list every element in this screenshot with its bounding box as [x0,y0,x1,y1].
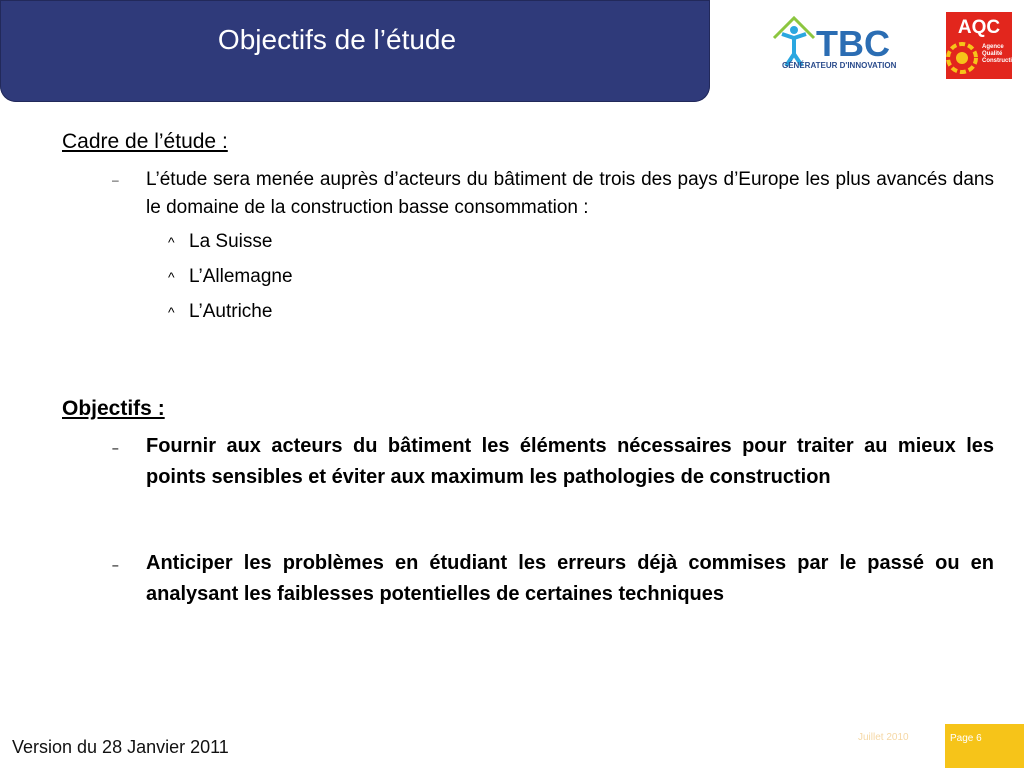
objectif-text: Anticiper les problèmes en étudiant les erreurs déjà commises par le passé ou en analysant les faiblesses potentielles de certaines techniques [146,552,994,605]
caret-bullet-icon: ^ [168,269,175,285]
tbc-logo-tagline: GÉNÉRATEUR D'INNOVATION [782,61,897,70]
objectif-text: Fournir aux acteurs du bâtiment les éléments nécessaires pour traiter au mieux les points sensibles et éviter aux maximum les pathologies de construction [146,435,994,488]
country-label: La Suisse [189,231,273,252]
country-label: L’Allemagne [189,266,293,287]
list-item [62,259,994,294]
cadre-text: L’étude sera menée auprès d’acteurs du bâtiment de trois des pays d’Europe les plus avancés dans le domaine de la construction basse consommation : [146,169,994,218]
aqc-logo [946,12,1020,79]
list-item [62,294,994,329]
country-list [62,224,994,329]
dash-bullet-icon: – [112,441,119,455]
caret-bullet-icon: ^ [168,234,175,250]
tbc-logo-name: TBC [816,23,890,64]
section-heading-cadre: Cadre de l’étude : [62,130,228,153]
page-number: Page 6 [950,733,982,744]
aqc-logo-tagline-1: Agence [982,44,1004,50]
caret-bullet-icon: ^ [168,304,175,320]
dash-bullet-icon: – [112,173,119,187]
slide-title: Objectifs de l’étude [217,24,457,55]
list-item [62,431,994,493]
slide-content [62,130,994,610]
country-label: L’Autriche [189,301,273,322]
title-banner [0,0,710,102]
page-number-box [945,724,1024,768]
section-heading-objectifs: Objectifs : [62,397,165,420]
tbc-logo [768,10,928,76]
aqc-logo-tagline-2: Qualité [982,51,1003,57]
dash-bullet-icon: – [112,558,119,572]
version-label: Version du 28 Janvier 2011 [12,737,229,757]
list-item [62,166,994,222]
list-item [62,224,994,259]
aqc-logo-name: AQC [957,17,1001,38]
list-item [62,548,994,610]
aqc-logo-tagline-3: Construction [982,58,1020,64]
footer-date: Juillet 2010 [858,732,909,743]
